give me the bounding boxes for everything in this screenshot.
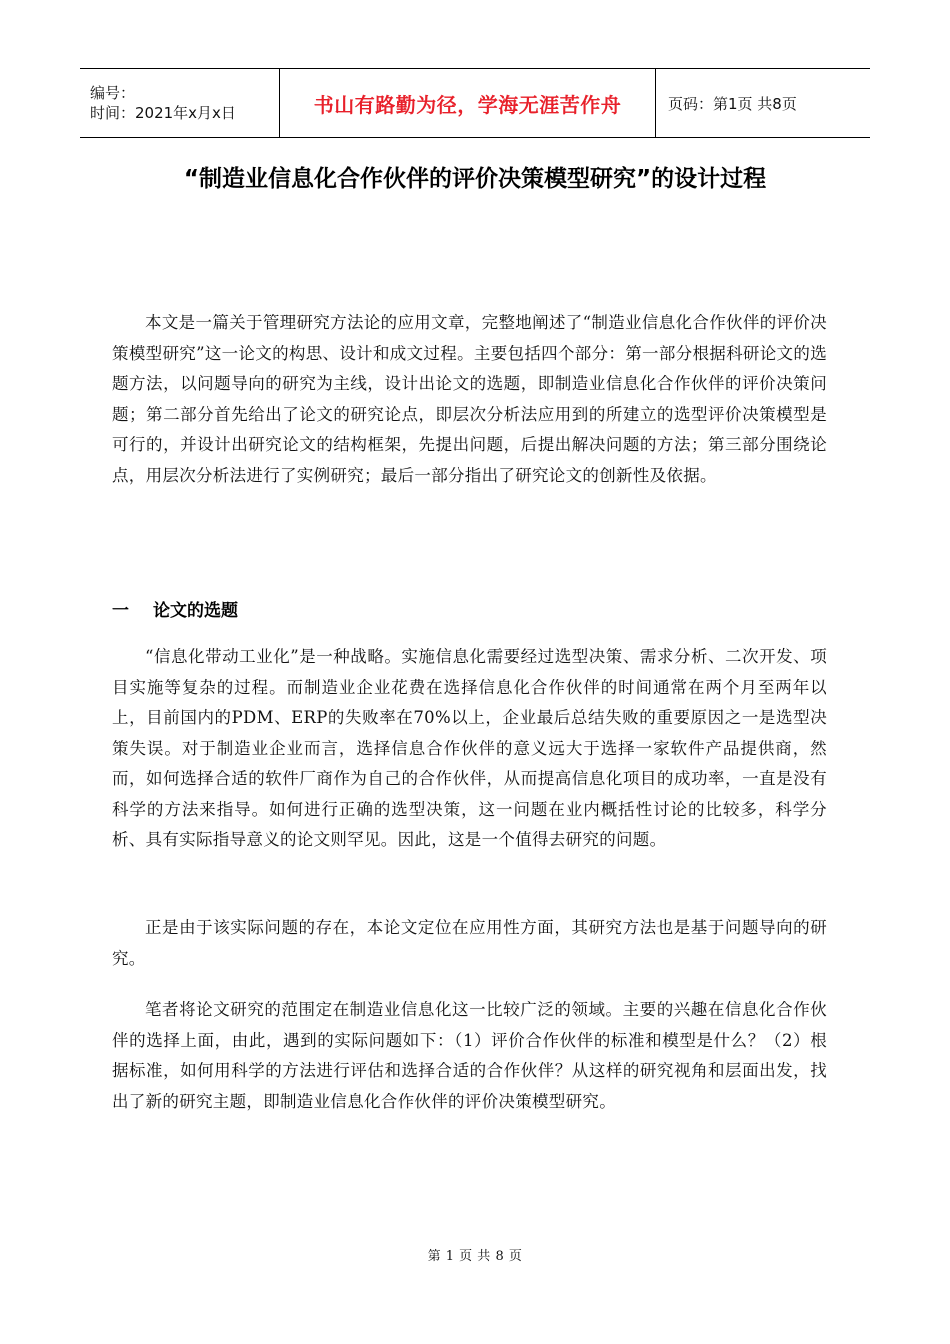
section-title: 论文的选题 <box>153 601 238 621</box>
body-paragraph-2: 正是由于该实际问题的存在，本论文定位在应用性方面，其研究方法也是基于问题导向的研究。 <box>112 918 827 968</box>
body-paragraph-3: 笔者将论文研究的范围定在制造业信息化这一比较广泛的领域。主要的兴趣在信息化合作伙伴的选择上面，由此，遇到的实际问题如下：（1）评价合作伙伴的标准和模型是什么？（2）根据标准，如何用科学的方法进行评估和选择合适的合作伙伴？从这样的研究视角和层面出发，找出了新的研究主题，即制造业信息化合作伙伴的评价决策模型研究。 <box>112 1000 827 1111</box>
motto-text: 书山有路勤为径，学海无涯苦作舟 <box>313 92 622 117</box>
section-number: 一 <box>112 601 129 621</box>
page-footer: 第 1 页 共 8 页 <box>427 1249 523 1264</box>
serial-number-label: 编号： <box>90 84 136 102</box>
document-header <box>80 68 870 138</box>
header-meta-cell <box>80 69 280 137</box>
header-page-cell <box>656 69 870 137</box>
abstract-paragraph: 本文是一篇关于管理研究方法论的应用文章，完整地阐述了“制造业信息化合作伙伴的评价决策模型研究”这一论文的构思、设计和成文过程。主要包括四个部分：第一部分根据科研论文的选题方法，以问题导向的研究为主线，设计出论文的选题，即制造业信息化合作伙伴的评价决策问题；第二部分首先给出了论文的研究论点，即层次分析法应用到的所建立的选型评价决策模型是可行的，并设计出研究论文的结构框架，先提出问题，后提出解决问题的方法；第三部分围绕论点，用层次分析法进行了实例研究；最后一部分指出了研究论文的创新性及依据。 <box>112 313 827 485</box>
document-title: “制造业信息化合作伙伴的评价决策模型研究”的设计过程 <box>183 166 767 192</box>
page-info: 页码：第1页 共8页 <box>668 94 797 113</box>
header-motto-cell <box>280 69 656 137</box>
section-heading <box>112 596 238 621</box>
body-paragraph-1: “信息化带动工业化”是一种战略。实施信息化需要经过选型决策、需求分析、二次开发、项目实施等复杂的过程。而制造业企业花费在选择信息化合作伙伴的时间通常在两个月至两年以上，目前国内的PDM、ERP的失败率在70%以上，企业最后总结失败的重要原因之一是选型决策失误。对于制造业企业而言，选择信息合作伙伴的意义远大于选择一家软件产品提供商，然而，如何选择合适的软件厂商作为自己的合作伙伴，从而提高信息化项目的成功率，一直是没有科学的方法来指导。如何进行正确的选型决策，这一问题在业内概括性讨论的比较多，科学分析、具有实际指导意义的论文则罕见。因此，这是一个值得去研究的问题。 <box>112 647 827 849</box>
date-line: 时间：2021年x月x日 <box>90 104 236 122</box>
